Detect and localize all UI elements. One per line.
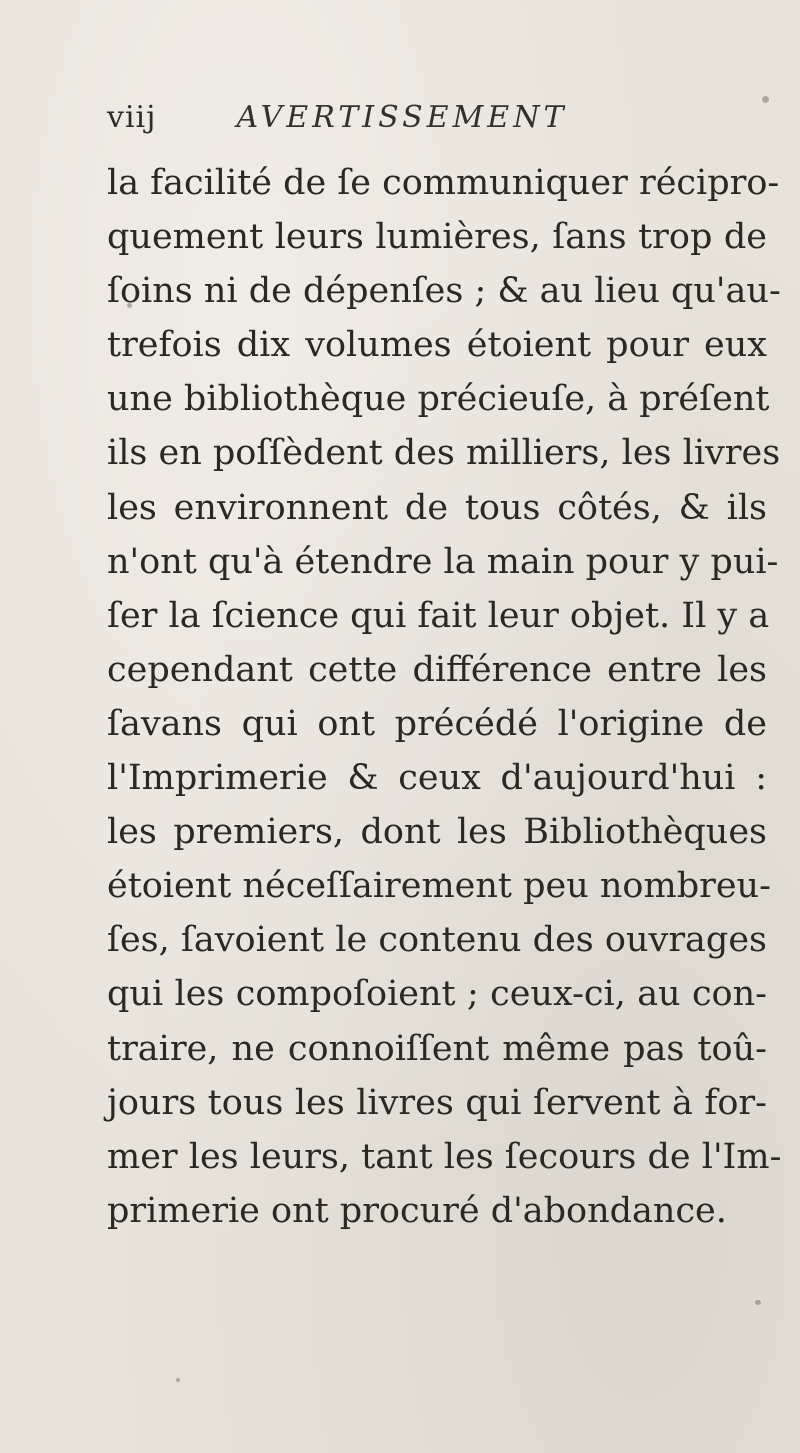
text-line: les premiers, dont les Bibliothèques: [107, 812, 767, 853]
text-line: mer les leurs, tant les ſecours de l'Im-: [107, 1136, 782, 1177]
text-line: ſoins ni de dépenſes ; & au lieu qu'au-: [107, 271, 781, 312]
page-header: [107, 100, 757, 150]
text-line: l'Imprimerie & ceux d'aujourd'hui :: [107, 758, 767, 799]
text-line: une bibliothèque précieuſe, à préſent: [107, 379, 770, 420]
text-line: trefois dix volumes étoient pour eux: [107, 325, 767, 366]
text-line: jours tous les livres qui ſervent à for-: [107, 1082, 767, 1123]
paper-speck: [127, 303, 132, 308]
text-line: ſes, ſavoient le contenu des ouvrages: [107, 920, 767, 961]
text-line: quement leurs lumières, ſans trop de: [107, 217, 767, 258]
paper-speck: [176, 1378, 180, 1382]
text-line: ſer la ſcience qui fait leur objet. Il y a: [107, 595, 770, 636]
page-number: viij: [107, 100, 157, 135]
text-line: traire, ne connoiſſent même pas toû-: [107, 1028, 767, 1069]
text-line: la facilité de ſe communiquer récipro-: [107, 163, 780, 203]
text-line: cependant cette différence entre les: [107, 649, 767, 690]
running-head: AVERTISSEMENT: [236, 100, 568, 135]
text-line: qui les compoſoient ; ceux-ci, au con-: [107, 974, 767, 1015]
body-text: [107, 156, 782, 1238]
text-line: ils en poſſèdent des milliers, les livres: [107, 433, 781, 474]
text-line: les environnent de tous côtés, & ils: [107, 487, 767, 528]
text-line: ſavans qui ont précédé l'origine de: [107, 703, 767, 744]
text-line: n'ont qu'à étendre la main pour y pui-: [107, 541, 779, 582]
text-line: primerie ont procuré d'abondance.: [107, 1190, 727, 1231]
paper-speck: [762, 96, 769, 103]
paper-speck: [755, 1300, 761, 1305]
text-line: étoient néceſſairement peu nombreu-: [107, 866, 771, 907]
